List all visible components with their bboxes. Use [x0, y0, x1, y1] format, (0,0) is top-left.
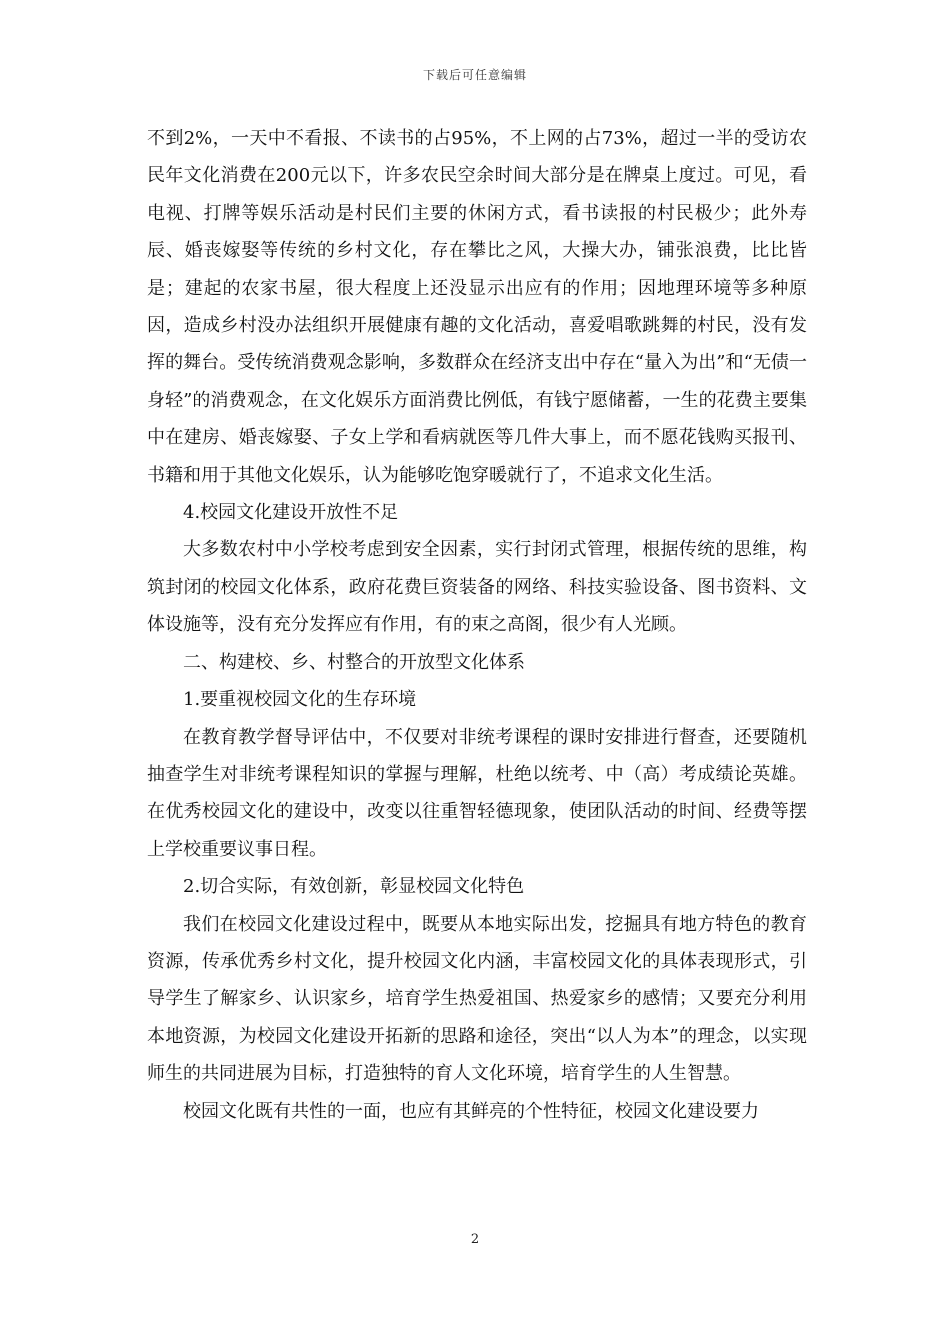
chapter-heading-2: 二、构建校、乡、村整合的开放型文化体系 [183, 651, 525, 673]
paragraph-campus-personality: 校园文化既有共性的一面，也应有其鲜亮的个性特征，校园文化建设要力 [183, 1100, 759, 1122]
paragraph-continued-survey: 不到2%，一天中不看报、不读书的占95%，不上网的占73%，超过一半的受访农民年文化消费在200元以下，许多农民空余时间大部分是在牌桌上度过。可见，看电视、打牌等娱乐活动是村民们主要的休闲方式，看书读报的村民极少；此外寿辰、婚丧嫁娶等传统的乡村文化，存在攀比之风，大操大办，铺张浪费，比比皆是；建起的农家书屋，很大程度上还没显示出应有的作用；因地理环境等多种原因，造成乡村没办法组织开展健康有趣的文化活动，喜爱唱歌跳舞的村民，没有发挥的舞台。受传统消费观念影响，多数群众在经济支出中存在“量入为出”和“无债一身轻”的消费观念，在文化娱乐方面消费比例低，有钱宁愿储蓄，一生的花费主要集中在建房、婚丧嫁娶、子女上学和看病就医等几件大事上，而不愿花钱购买报刊、书籍和用于其他文化娱乐，认为能够吃饱穿暖就行了，不追求文化生活。 [147, 128, 807, 486]
header-note: 下载后可任意编辑 [422, 68, 527, 82]
paragraph-campus-closed: 大多数农村中小学校考虑到安全因素，实行封闭式管理，根据传统的思维，构筑封闭的校园文化体系，政府花费巨资装备的网络、科技实验设备、图书资料、文体设施等，没有充分发挥应有作用，有的束之高阁，很少有人光顾。 [147, 539, 807, 636]
section-heading-4: 4.校园文化建设开放性不足 [183, 502, 399, 524]
section-heading-1: 1.要重视校园文化的生存环境 [183, 689, 417, 711]
page-number: 2 [470, 1232, 480, 1247]
paragraph-local-culture: 我们在校园文化建设过程中，既要从本地实际出发，挖掘具有地方特色的教育资源，传承优秀乡村文化，提升校园文化内涵，丰富校园文化的具体表现形式，引导学生了解家乡、认识家乡，培育学生热爱祖国、热爱家乡的感情；又要充分利用本地资源，为校园文化建设开拓新的思路和途径，突出“以人为本”的理念，以实现师生的共同进展为目标，打造独特的育人文化环境，培育学生的人生智慧。 [147, 913, 807, 1085]
section-heading-2: 2.切合实际，有效创新，彰显校园文化特色 [183, 876, 525, 898]
document-body [147, 120, 807, 1130]
paragraph-supervision: 在教育教学督导评估中，不仅要对非统考课程的课时安排进行督查，还要随机抽查学生对非统考课程知识的掌握与理解，杜绝以统考、中（高）考成绩论英雄。在优秀校园文化的建设中，改变以往重智轻德现象，使团队活动的时间、经费等摆上学校重要议事日程。 [147, 726, 807, 860]
